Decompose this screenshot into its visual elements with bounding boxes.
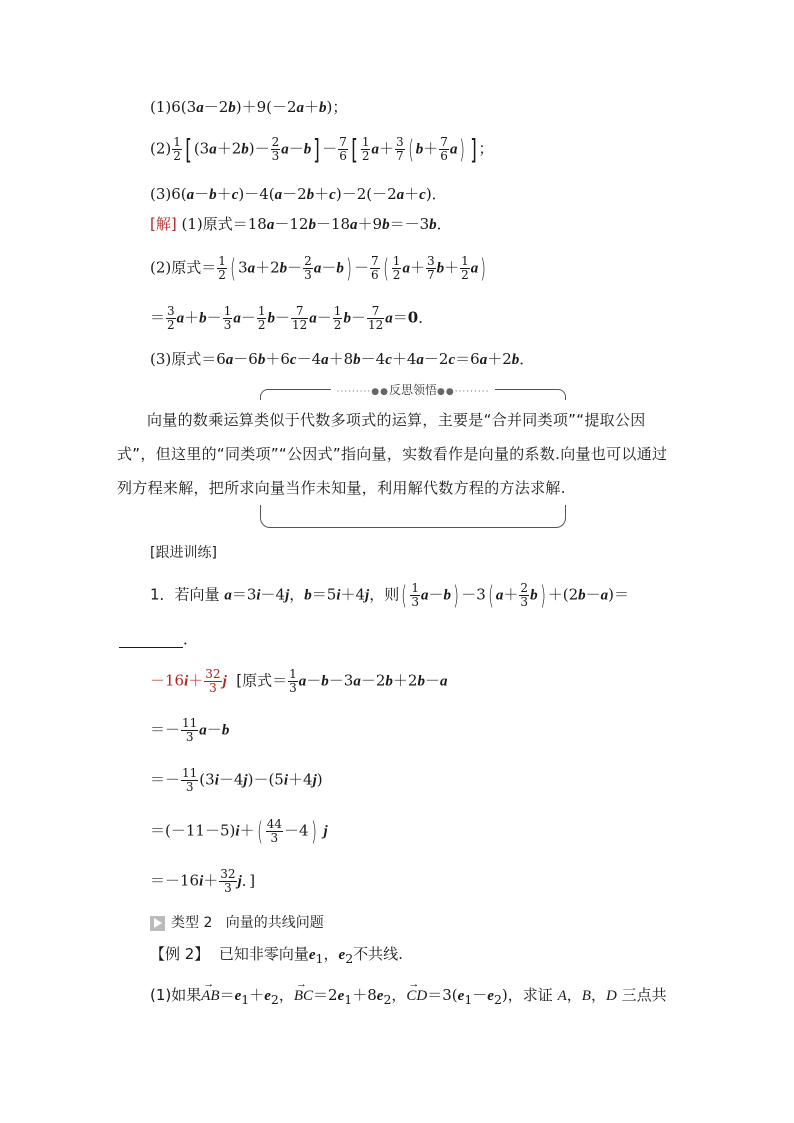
example2-statement: 【例 2】 已知非零向量$e_1$，$e_2$不共线. bbox=[150, 945, 403, 966]
training-question-1: 1．若向量 a＝3i－4j，b＝5i＋4j，则( $\frac{1}{3}$ a－b) －3( a＋ $\frac{2}{3}$ b) ＋(2b－a)＝ bbox=[150, 580, 629, 611]
training-step-3: ＝(－11－5)i＋( $\frac{44}{3}$ －4) j bbox=[150, 816, 328, 847]
solution-2: (2)原式＝ $\frac{1}{2}$ ( 3a＋2b－ $\frac{2}{3}$ a－b) － $\frac{7}{6}$ ( $\frac{1}{2}$ a＋ $\frac{3}{7}$ b＋ $\frac{1}{2}$ a) bbox=[150, 253, 487, 284]
training-answer: －16i＋ $\frac{32}{3}$ j [原式＝ $\frac{1}{3}$ a－b－3a－2b＋2b－a bbox=[150, 667, 448, 695]
problem-3: (3)6(a－b＋c)－4(a－2b＋c)－2(－2a＋c)． bbox=[150, 185, 447, 203]
problem-1: (1)6(3a－2b)＋9(－2a＋b)； bbox=[150, 98, 348, 116]
solution-2-cont: ＝ $\frac{3}{2}$ a＋b－ $\frac{1}{3}$ a－ $\frac{1}{2}$ b－ $\frac{7}{12}$ a－ $\frac{1}{2}$ b－ $\frac{7}{12}$ a＝0． bbox=[150, 304, 434, 332]
type2-heading: 类型 2 向量的共线问题 bbox=[150, 912, 324, 934]
solution-3: (3)原式＝6a－6b＋6c－4a＋8b－4c＋4a－2c＝6a＋2b． bbox=[150, 350, 535, 368]
training-heading: [跟进训练] bbox=[150, 545, 217, 561]
training-step-4: ＝－16i＋ $\frac{32}{3}$ j．] bbox=[150, 867, 256, 895]
solution-1: [解] (1)原式＝18a－12b－18a＋9b＝－3b． bbox=[150, 215, 452, 233]
play-icon bbox=[150, 916, 165, 931]
training-step-2: ＝－ $\frac{11}{3}$ (3i－4j)－(5i＋4j) bbox=[150, 766, 323, 794]
training-step-1: ＝－ $\frac{11}{3}$ a－b bbox=[150, 716, 230, 744]
answer-blank: ． bbox=[119, 628, 198, 650]
reflection-title: ·········●●反思领悟●●········· bbox=[336, 383, 490, 397]
example2-question-1: (1)如果→ $AB=e_1+e_2$，→ $BC=2e_1+8e_2$，→ $CD=3(e_1-e_2)$，求证 A，B，D 三点共 bbox=[150, 984, 667, 1011]
reflection-text: 向量的数乘运算类似于代数多项式的运算，主要是“合并同类项”“提取公因式”，但这里的“同类项”“公因式”指向量，实数看作是向量的系数.向量也可以通过列方程来解，把所求向量当作未知量，利用解代数方程的方法求解. bbox=[117, 411, 668, 497]
problem-2: (2) $\frac{1}{2}$ [ (3a＋2b)－ $\frac{2}{3}$ a－b] － $\frac{7}{6}$ [ $\frac{1}{2}$ a＋ $\frac{3}{7}$ ( b＋ $\frac{7}{6}$ a) ] ； bbox=[150, 132, 494, 166]
